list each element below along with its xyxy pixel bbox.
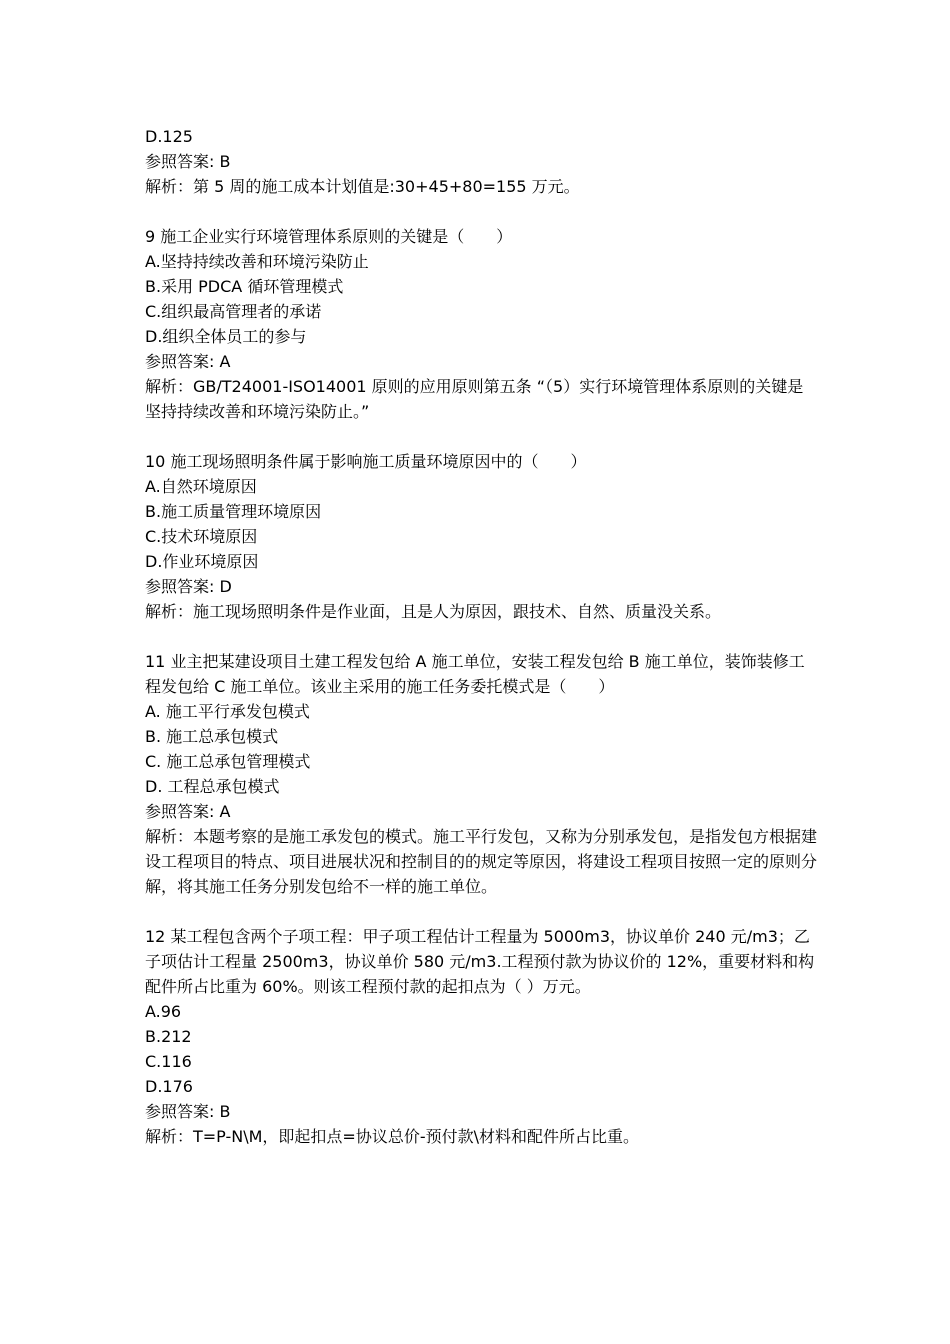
option-b: B. 施工总承包模式 — [145, 727, 279, 746]
question-stem: 12 某工程包含两个子项工程：甲子项工程估计工程量为 5000m3，协议单价 240 元/m3；乙子项估计工程量 2500m3，协议单价 580 元/m3.工程预付款为协议价的 12%，重要材料和构配件所占比重为 60%。则该工程预付款的起扣点为（ ）万元。 — [145, 927, 815, 996]
analysis-paragraph: 解析：本题考察的是施工承发包的模式。施工平行发包，又称为分别承发包，是指发包方根据建设工程项目的特点、项目进展状况和控制目的的规定等原因，将建设工程项目按照一定的原则分解，将其施工任务分别发包给不一样的施工单位。 — [145, 827, 818, 896]
option-d: D.作业环境原因 — [145, 552, 259, 571]
answer-line: 参照答案: A — [145, 352, 231, 371]
option-b: B.施工质量管理环境原因 — [145, 502, 322, 521]
question-stem: 11 业主把某建设项目土建工程发包给 A 施工单位，安装工程发包给 B 施工单位，装饰装修工程发包给 C 施工单位。该业主采用的施工任务委托模式是（ ） — [145, 652, 805, 696]
option-d: D.125 — [145, 127, 193, 146]
answer-line: 参照答案: B — [145, 152, 231, 171]
question-stem: 9 施工企业实行环境管理体系原则的关键是（ ） — [145, 227, 513, 246]
answer-line: 参照答案: B — [145, 1102, 231, 1121]
question-9 — [145, 224, 817, 424]
option-d: D.组织全体员工的参与 — [145, 327, 307, 346]
answer-line: 参照答案: D — [145, 577, 232, 596]
option-d: D. 工程总承包模式 — [145, 777, 280, 796]
option-a: A.96 — [145, 1002, 182, 1021]
document-body — [145, 124, 817, 1149]
option-c: C.技术环境原因 — [145, 527, 258, 546]
question-11 — [145, 649, 817, 899]
question-stem: 10 施工现场照明条件属于影响施工质量环境原因中的（ ） — [145, 452, 587, 471]
option-b: B.212 — [145, 1027, 192, 1046]
option-b: B.采用 PDCA 循环管理模式 — [145, 277, 344, 296]
option-a: A.坚持持续改善和环境污染防止 — [145, 252, 369, 271]
option-a: A.自然环境原因 — [145, 477, 257, 496]
question-12 — [145, 924, 817, 1149]
option-c: C.组织最高管理者的承诺 — [145, 302, 322, 321]
analysis-paragraph: 解析：施工现场照明条件是作业面，且是人为原因，跟技术、自然、质量没关系。 — [145, 602, 722, 621]
analysis-paragraph: 解析：T=P-N\M，即起扣点=协议总价-预付款\材料和配件所占比重。 — [145, 1127, 639, 1146]
analysis-paragraph: 解析：GB/T24001-ISO14001 原则的应用原则第五条 “（5）实行环境管理体系原则的关键是坚持持续改善和环境污染防止。” — [145, 377, 804, 421]
analysis-line: 解析：第 5 周的施工成本计划值是:30+45+80=155 万元。 — [145, 177, 580, 196]
option-a: A. 施工平行承发包模式 — [145, 702, 310, 721]
option-c: C. 施工总承包管理模式 — [145, 752, 311, 771]
option-c: C.116 — [145, 1052, 192, 1071]
question-10 — [145, 449, 817, 624]
answer-line: 参照答案: A — [145, 802, 231, 821]
option-d: D.176 — [145, 1077, 193, 1096]
